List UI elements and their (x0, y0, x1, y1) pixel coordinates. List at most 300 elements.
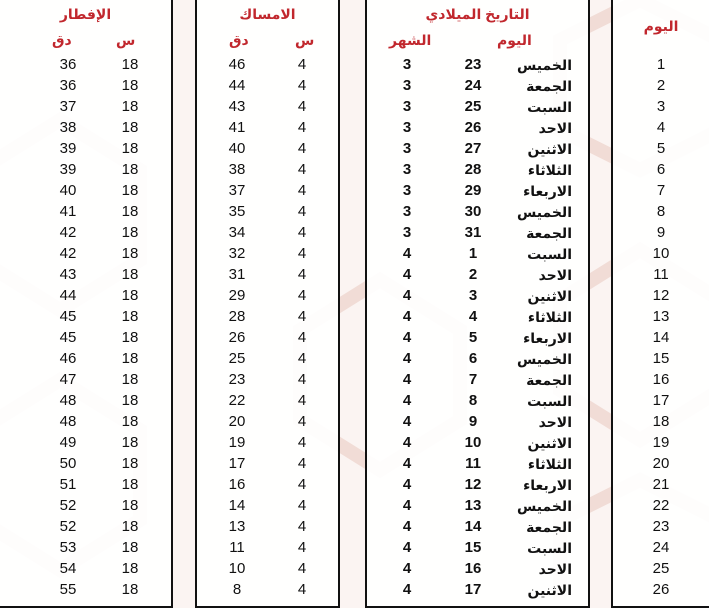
imsak-minute: 28 (228, 308, 246, 325)
iftar-hour: 18 (121, 539, 139, 556)
date-day: 8 (468, 392, 478, 409)
iftar-hour: 18 (121, 182, 139, 199)
weekday-name: الثلاثاء (527, 162, 572, 178)
iftar-minute: 39 (59, 161, 77, 178)
day-number: 6 (656, 161, 666, 178)
iftar-minute: 53 (59, 539, 77, 556)
date-day: 5 (468, 329, 478, 346)
date-month: 4 (402, 455, 412, 472)
imsak-hour: 4 (297, 581, 307, 598)
table-row (367, 97, 588, 117)
iftar-hour: 18 (121, 581, 139, 598)
table-row (367, 223, 588, 243)
table-row (367, 76, 588, 96)
table-row (367, 475, 588, 495)
iftar-minute: 46 (59, 350, 77, 367)
table-row (197, 454, 338, 474)
imsak-minute: 37 (228, 182, 246, 199)
iftar-hour: 18 (121, 203, 139, 220)
table-row (197, 97, 338, 117)
day-number: 15 (652, 350, 670, 367)
day-number: 2 (656, 77, 666, 94)
date-month: 4 (402, 497, 412, 514)
day-number: 4 (656, 119, 666, 136)
day-number-column (611, 0, 709, 608)
iftar-hour: 18 (121, 560, 139, 577)
table-row (613, 580, 709, 600)
iftar-minute: 48 (59, 392, 77, 409)
imsak-hour: 4 (297, 308, 307, 325)
day-number: 8 (656, 203, 666, 220)
table-row (197, 307, 338, 327)
table-row (197, 328, 338, 348)
imsak-hour: 4 (297, 434, 307, 451)
imsak-hour: 4 (297, 224, 307, 241)
table-row (0, 139, 171, 159)
table-row (613, 55, 709, 75)
iftar-minute: 48 (59, 413, 77, 430)
date-day: 12 (464, 476, 482, 493)
date-month: 4 (402, 581, 412, 598)
date-day: 3 (468, 287, 478, 304)
table-row (367, 391, 588, 411)
date-day: 23 (464, 56, 482, 73)
table-row (197, 538, 338, 558)
table-row (197, 265, 338, 285)
imsak-hour: 4 (297, 203, 307, 220)
date-month: 4 (402, 329, 412, 346)
day-number: 16 (652, 371, 670, 388)
iftar-minute: 52 (59, 497, 77, 514)
imsak-minute-header: دق (229, 32, 249, 48)
table-row (613, 559, 709, 579)
date-day: 17 (464, 581, 482, 598)
day-number: 9 (656, 224, 666, 241)
imsak-hour: 4 (297, 560, 307, 577)
iftar-minute: 52 (59, 518, 77, 535)
date-month: 4 (402, 560, 412, 577)
imsak-hour: 4 (297, 119, 307, 136)
table-row (613, 517, 709, 537)
iftar-hour: 18 (121, 245, 139, 262)
iftar-minute: 36 (59, 77, 77, 94)
table-row (613, 349, 709, 369)
table-row (613, 223, 709, 243)
imsak-minute: 35 (228, 203, 246, 220)
iftar-minute-header: دق (52, 32, 72, 48)
table-row (0, 580, 171, 600)
date-month: 3 (402, 140, 412, 157)
table-row (613, 475, 709, 495)
weekday-name: الجمعة (526, 78, 572, 94)
weekday-name: الاثنين (527, 141, 572, 157)
iftar-minute: 55 (59, 581, 77, 598)
iftar-hour: 18 (121, 518, 139, 535)
table-row (0, 97, 171, 117)
table-row (197, 244, 338, 264)
weekday-name: السبت (527, 393, 572, 409)
iftar-minute: 50 (59, 455, 77, 472)
day-number: 12 (652, 287, 670, 304)
imsak-minute: 8 (232, 581, 242, 598)
iftar-minute: 38 (59, 119, 77, 136)
date-month: 3 (402, 182, 412, 199)
date-day: 27 (464, 140, 482, 157)
iftar-hour: 18 (121, 392, 139, 409)
table-row (0, 328, 171, 348)
weekday-name: الخميس (516, 351, 572, 367)
table-row (367, 181, 588, 201)
iftar-minute: 40 (59, 182, 77, 199)
imsak-minute: 10 (228, 560, 246, 577)
iftar-hour: 18 (121, 224, 139, 241)
weekday-name: الجمعة (526, 519, 572, 535)
table-row (367, 118, 588, 138)
table-row (0, 55, 171, 75)
imsak-hour: 4 (297, 539, 307, 556)
imsak-minute: 14 (228, 497, 246, 514)
date-month: 4 (402, 245, 412, 262)
imsak-minute: 41 (228, 119, 246, 136)
imsak-minute: 26 (228, 329, 246, 346)
imsak-minute: 29 (228, 287, 246, 304)
iftar-minute: 54 (59, 560, 77, 577)
day-number-title: اليوم (643, 18, 679, 34)
imsak-minute: 11 (229, 539, 245, 556)
weekday-name: الثلاثاء (527, 456, 572, 472)
imsak-minute: 43 (228, 98, 246, 115)
table-row (0, 118, 171, 138)
iftar-minute: 44 (59, 287, 77, 304)
table-row (197, 181, 338, 201)
weekday-name: الجمعة (526, 372, 572, 388)
iftar-hour: 18 (121, 98, 139, 115)
table-row (367, 160, 588, 180)
table-row (0, 433, 171, 453)
iftar-minute: 37 (59, 98, 77, 115)
table-row (197, 580, 338, 600)
day-number: 1 (656, 56, 666, 73)
table-row (367, 286, 588, 306)
table-row (367, 55, 588, 75)
table-row (0, 223, 171, 243)
table-row (0, 244, 171, 264)
table-row (613, 433, 709, 453)
date-month: 4 (402, 413, 412, 430)
weekday-name: الاربعاء (523, 477, 572, 493)
date-day: 30 (464, 203, 482, 220)
table-row (197, 286, 338, 306)
weekday-name: الاحد (538, 267, 572, 283)
table-row (613, 244, 709, 264)
table-row (0, 475, 171, 495)
iftar-hour: 18 (121, 287, 139, 304)
table-row (0, 412, 171, 432)
table-row (613, 391, 709, 411)
iftar-column (0, 0, 173, 608)
weekday-name: السبت (527, 540, 572, 556)
date-day: 29 (464, 182, 482, 199)
table-row (0, 517, 171, 537)
iftar-hour: 18 (121, 497, 139, 514)
imsak-hour: 4 (297, 497, 307, 514)
iftar-hour: 18 (121, 476, 139, 493)
imsak-minute: 46 (228, 56, 246, 73)
imsak-hour: 4 (297, 287, 307, 304)
imsak-hour-header: س (295, 32, 315, 48)
iftar-title: الإفطار (59, 6, 112, 22)
imsak-minute: 34 (228, 224, 246, 241)
iftar-hour: 18 (121, 77, 139, 94)
table-row (367, 412, 588, 432)
iftar-hour: 18 (121, 119, 139, 136)
weekday-name: الاربعاء (523, 183, 572, 199)
table-row (367, 349, 588, 369)
iftar-minute: 45 (59, 308, 77, 325)
date-day: 13 (464, 497, 482, 514)
date-month: 4 (402, 539, 412, 556)
day-number: 21 (652, 476, 670, 493)
table-row (0, 391, 171, 411)
table-row (0, 265, 171, 285)
iftar-minute: 49 (59, 434, 77, 451)
imsak-hour: 4 (297, 77, 307, 94)
table-row (0, 307, 171, 327)
imsak-hour: 4 (297, 329, 307, 346)
date-month: 4 (402, 476, 412, 493)
day-number: 7 (656, 182, 666, 199)
iftar-hour: 18 (121, 56, 139, 73)
date-day: 15 (464, 539, 482, 556)
table-row (367, 370, 588, 390)
imsak-minute: 22 (228, 392, 246, 409)
table-row (613, 412, 709, 432)
iftar-minute: 42 (59, 245, 77, 262)
day-number: 20 (652, 455, 670, 472)
table-row (0, 496, 171, 516)
imsak-minute: 32 (228, 245, 246, 262)
table-row (197, 559, 338, 579)
table-row (0, 559, 171, 579)
date-day: 11 (465, 455, 481, 472)
date-month: 4 (402, 350, 412, 367)
table-row (367, 517, 588, 537)
table-row (0, 454, 171, 474)
iftar-hour: 18 (121, 413, 139, 430)
imsak-hour: 4 (297, 98, 307, 115)
table-row (367, 328, 588, 348)
imsak-hour: 4 (297, 140, 307, 157)
table-row (197, 118, 338, 138)
imsak-minute: 23 (228, 371, 246, 388)
weekday-name: الاحد (538, 414, 572, 430)
table-row (367, 265, 588, 285)
table-row (613, 538, 709, 558)
weekday-name: الاربعاء (523, 330, 572, 346)
weekday-name: الاثنين (527, 435, 572, 451)
iftar-minute: 42 (59, 224, 77, 241)
day-number: 5 (656, 140, 666, 157)
table-row (613, 454, 709, 474)
table-row (197, 517, 338, 537)
date-month: 3 (402, 56, 412, 73)
date-day: 7 (468, 371, 478, 388)
imsak-minute: 20 (228, 413, 246, 430)
table-row (613, 265, 709, 285)
date-day: 31 (464, 224, 482, 241)
imsak-hour: 4 (297, 476, 307, 493)
table-row (367, 538, 588, 558)
table-row (197, 496, 338, 516)
weekday-name: الخميس (516, 498, 572, 514)
table-row (197, 223, 338, 243)
table-row (367, 202, 588, 222)
day-number: 3 (656, 98, 666, 115)
date-day: 10 (464, 434, 482, 451)
date-month: 4 (402, 308, 412, 325)
date-day: 1 (468, 245, 478, 262)
table-row (613, 97, 709, 117)
weekday-name: الاحد (538, 120, 572, 136)
table-row (197, 370, 338, 390)
date-day: 14 (464, 518, 482, 535)
date-month: 3 (402, 98, 412, 115)
day-number: 19 (652, 434, 670, 451)
table-row (613, 370, 709, 390)
imsak-hour: 4 (297, 350, 307, 367)
table-row (367, 580, 588, 600)
table-row (613, 286, 709, 306)
imsak-minute: 44 (228, 77, 246, 94)
day-number: 23 (652, 518, 670, 535)
iftar-minute: 47 (59, 371, 77, 388)
imsak-hour: 4 (297, 266, 307, 283)
table-row (0, 76, 171, 96)
date-day: 26 (464, 119, 482, 136)
day-number: 11 (653, 266, 669, 283)
table-row (197, 391, 338, 411)
weekday-name: الاثنين (527, 288, 572, 304)
weekday-name: السبت (527, 246, 572, 262)
imsak-minute: 13 (228, 518, 246, 535)
table-row (367, 307, 588, 327)
date-month: 3 (402, 77, 412, 94)
imsak-hour: 4 (297, 56, 307, 73)
table-row (0, 202, 171, 222)
table-row (613, 202, 709, 222)
day-number: 10 (652, 245, 670, 262)
day-number: 13 (652, 308, 670, 325)
day-number: 18 (652, 413, 670, 430)
imsak-hour: 4 (297, 413, 307, 430)
imsak-minute: 16 (228, 476, 246, 493)
iftar-minute: 51 (59, 476, 77, 493)
weekday-name: الثلاثاء (527, 309, 572, 325)
date-day: 16 (464, 560, 482, 577)
table-row (0, 349, 171, 369)
table-row (0, 370, 171, 390)
iftar-hour: 18 (121, 266, 139, 283)
day-number: 25 (652, 560, 670, 577)
gregorian-date-title: التاريخ الميلادي (425, 6, 530, 22)
table-row (613, 496, 709, 516)
day-number: 14 (652, 329, 670, 346)
iftar-minute: 39 (59, 140, 77, 157)
table-row (613, 160, 709, 180)
date-month: 3 (402, 161, 412, 178)
date-day: 4 (468, 308, 478, 325)
iftar-hour: 18 (121, 350, 139, 367)
imsak-hour: 4 (297, 455, 307, 472)
iftar-minute: 45 (59, 329, 77, 346)
table-row (0, 286, 171, 306)
day-number: 22 (652, 497, 670, 514)
imsak-minute: 17 (228, 455, 246, 472)
table-row (197, 139, 338, 159)
iftar-hour: 18 (121, 455, 139, 472)
iftar-minute: 41 (59, 203, 77, 220)
table-row (613, 76, 709, 96)
table-row (367, 496, 588, 516)
weekday-name: الخميس (516, 204, 572, 220)
iftar-hour: 18 (121, 371, 139, 388)
imsak-title: الامساك (239, 6, 296, 22)
table-row (197, 76, 338, 96)
table-row (197, 433, 338, 453)
iftar-hour: 18 (121, 434, 139, 451)
imsak-minute: 31 (228, 266, 246, 283)
date-day: 25 (464, 98, 482, 115)
table-row (367, 139, 588, 159)
weekday-name: الخميس (516, 57, 572, 73)
imsak-column (195, 0, 340, 608)
imsak-hour: 4 (297, 371, 307, 388)
weekday-name: الاحد (538, 561, 572, 577)
table-row (367, 454, 588, 474)
imsak-hour: 4 (297, 182, 307, 199)
table-row (197, 475, 338, 495)
day-number: 17 (652, 392, 670, 409)
table-row (197, 412, 338, 432)
table-row (613, 118, 709, 138)
day-number: 26 (652, 581, 670, 598)
date-month: 4 (402, 392, 412, 409)
imsak-minute: 38 (228, 161, 246, 178)
imsak-hour: 4 (297, 161, 307, 178)
date-month: 4 (402, 266, 412, 283)
table-row (197, 55, 338, 75)
table-row (613, 307, 709, 327)
table-row (0, 181, 171, 201)
imsak-hour: 4 (297, 245, 307, 262)
imsak-hour: 4 (297, 518, 307, 535)
iftar-hour: 18 (121, 140, 139, 157)
date-month: 3 (402, 203, 412, 220)
date-month: 4 (402, 518, 412, 535)
iftar-hour-header: س (116, 32, 136, 48)
weekday-name: الجمعة (526, 225, 572, 241)
table-row (613, 181, 709, 201)
date-month: 3 (402, 224, 412, 241)
table-row (197, 160, 338, 180)
table-row (197, 349, 338, 369)
imsak-minute: 25 (228, 350, 246, 367)
weekday-name: الاثنين (527, 582, 572, 598)
iftar-minute: 43 (59, 266, 77, 283)
imsak-minute: 19 (228, 434, 246, 451)
table-row (367, 433, 588, 453)
table-row (0, 160, 171, 180)
